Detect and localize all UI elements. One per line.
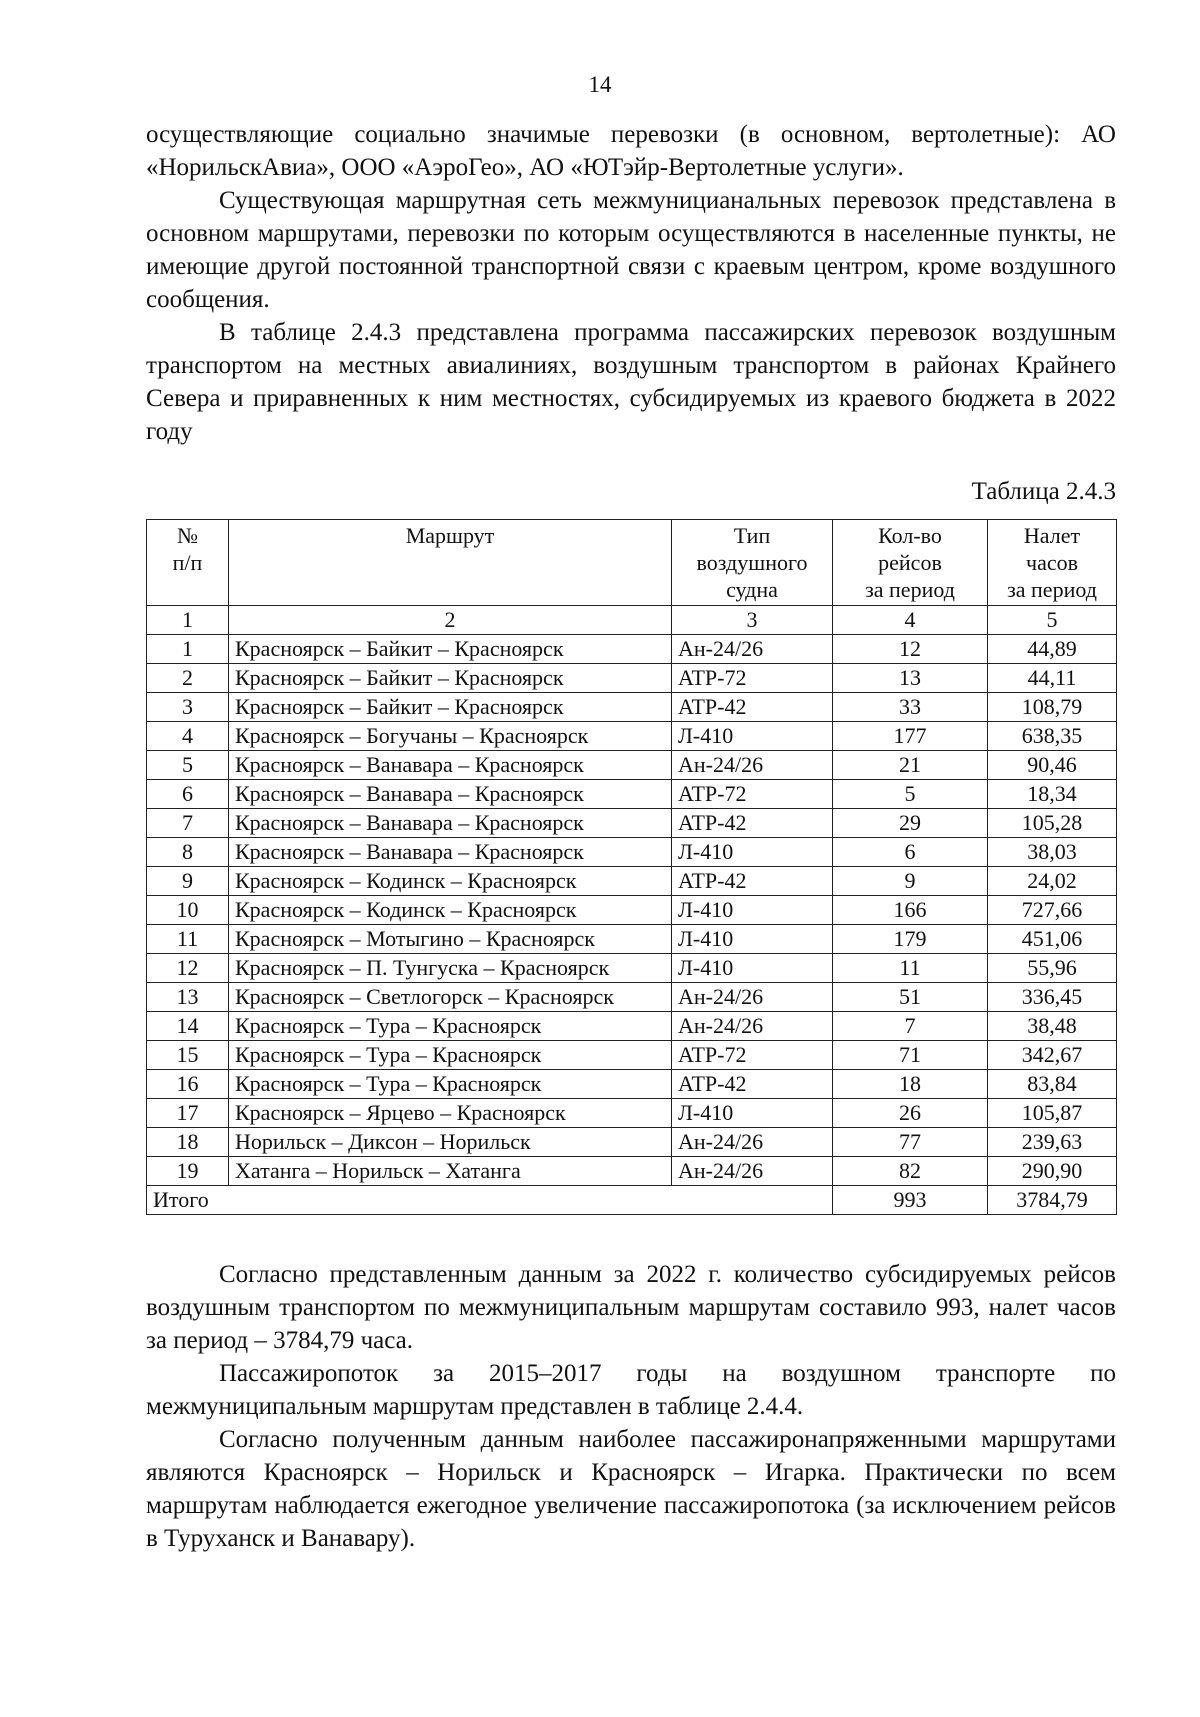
intro-paragraph-1: осуществляющие социально значимые перевозки (в основном, вертолетные): АО «НорильскАвиа», ООО «АэроГео», АО «ЮТэйр-Вертолетные услуги». <box>146 121 1116 181</box>
table-header-row <box>147 520 1117 606</box>
aircraft-type-cell: Л-410 <box>672 1099 833 1128</box>
column-number: 4 <box>833 606 988 635</box>
route-cell: Красноярск – Богучаны – Красноярск <box>229 722 672 751</box>
table-row <box>147 1041 1117 1070</box>
row-number: 1 <box>147 635 229 664</box>
flights-cell: 77 <box>833 1128 988 1157</box>
row-number: 12 <box>147 954 229 983</box>
flight-hours-cell: 290,90 <box>988 1157 1117 1186</box>
aircraft-type-cell: ATP-72 <box>672 664 833 693</box>
header-hours-line-1: Налет <box>1023 523 1081 548</box>
route-cell: Красноярск – П. Тунгуска – Красноярск <box>229 954 672 983</box>
flights-cell: 12 <box>833 635 988 664</box>
column-number: 1 <box>147 606 229 635</box>
header-type-line-2: воздушного <box>696 550 808 575</box>
flights-cell: 179 <box>833 925 988 954</box>
route-cell: Хатанга – Норильск – Хатанга <box>229 1157 672 1186</box>
route-cell: Красноярск – Байкит – Красноярск <box>229 635 672 664</box>
flights-cell: 21 <box>833 751 988 780</box>
header-number-line-1: № <box>177 523 198 548</box>
intro-paragraph-3: В таблице 2.4.3 представлена программа пассажирских перевозок воздушным транспортом на местных авиалиниях, воздушным транспортом в районах Крайнего Севера и приравненных к ним местностях, субсидируемых из краевого бюджета в 2022 году <box>146 319 1116 445</box>
flights-cell: 29 <box>833 809 988 838</box>
aircraft-type-cell: ATP-42 <box>672 693 833 722</box>
header-type-line-1: Тип <box>733 523 771 548</box>
table-row <box>147 1070 1117 1099</box>
aircraft-type-cell: Ан-24/26 <box>672 635 833 664</box>
row-number: 16 <box>147 1070 229 1099</box>
column-number: 5 <box>988 606 1117 635</box>
total-hours: 3784,79 <box>988 1186 1117 1215</box>
header-number-line-2: п/п <box>172 550 203 575</box>
route-cell: Красноярск – Ванавара – Красноярск <box>229 809 672 838</box>
intro-text <box>146 118 1116 448</box>
header-route-label: Маршрут <box>405 523 495 548</box>
aircraft-type-cell: Л-410 <box>672 925 833 954</box>
route-cell: Красноярск – Байкит – Красноярск <box>229 693 672 722</box>
flight-hours-cell: 342,67 <box>988 1041 1117 1070</box>
intro-paragraph-2: Существующая маршрутная сеть межмуницианальных перевозок представлена в основном маршрутами, перевозки по которым осуществляются в населенные пункты, не имеющие другой постоянной транспортной связи с краевым центром, кроме воздушного сообщения. <box>146 187 1116 313</box>
aircraft-type-cell: ATP-72 <box>672 1041 833 1070</box>
aircraft-type-cell: ATP-42 <box>672 867 833 896</box>
flight-hours-cell: 105,28 <box>988 809 1117 838</box>
flights-cell: 33 <box>833 693 988 722</box>
outro-paragraph-1: Согласно представленным данным за 2022 г. количество субсидируемых рейсов воздушным транспортом по межмуниципальным маршрутам составило 993, налет часов за период – 3784,79 часа. <box>146 1261 1116 1354</box>
flight-hours-cell: 727,66 <box>988 896 1117 925</box>
aircraft-type-cell: Ан-24/26 <box>672 751 833 780</box>
flight-hours-cell: 44,89 <box>988 635 1117 664</box>
row-number: 6 <box>147 780 229 809</box>
flights-cell: 7 <box>833 1012 988 1041</box>
flight-hours-cell: 239,63 <box>988 1128 1117 1157</box>
header-type-line-3: судна <box>726 577 778 602</box>
table-row <box>147 925 1117 954</box>
total-label: Итого <box>147 1186 833 1215</box>
row-number: 10 <box>147 896 229 925</box>
flight-hours-cell: 38,03 <box>988 838 1117 867</box>
aircraft-type-cell: Ан-24/26 <box>672 1157 833 1186</box>
outro-paragraph-3: Согласно полученным данным наиболее пассажиронапряженными маршрутами являются Красноярск – Норильск и Красноярск – Игарка. Практически по всем маршрутам наблюдается ежегодное увеличение пассажиропотока (за исключением рейсов в Туруханск и Ванавару). <box>146 1426 1116 1552</box>
flight-hours-cell: 451,06 <box>988 925 1117 954</box>
column-number: 3 <box>672 606 833 635</box>
row-number: 18 <box>147 1128 229 1157</box>
aircraft-type-cell: Л-410 <box>672 896 833 925</box>
route-cell: Красноярск – Байкит – Красноярск <box>229 664 672 693</box>
flight-hours-cell: 105,87 <box>988 1099 1117 1128</box>
flights-cell: 26 <box>833 1099 988 1128</box>
routes-table <box>146 519 1117 1215</box>
table-row <box>147 896 1117 925</box>
table-row <box>147 1157 1117 1186</box>
aircraft-type-cell: ATP-72 <box>672 780 833 809</box>
flight-hours-cell: 44,11 <box>988 664 1117 693</box>
flights-cell: 6 <box>833 838 988 867</box>
header-hours-line-2: часов <box>1026 550 1078 575</box>
row-number: 9 <box>147 867 229 896</box>
route-cell: Красноярск – Тура – Красноярск <box>229 1012 672 1041</box>
row-number: 5 <box>147 751 229 780</box>
aircraft-type-cell: Ан-24/26 <box>672 983 833 1012</box>
route-cell: Красноярск – Ванавара – Красноярск <box>229 838 672 867</box>
flight-hours-cell: 336,45 <box>988 983 1117 1012</box>
total-row <box>147 1186 1117 1215</box>
row-number: 19 <box>147 1157 229 1186</box>
flight-hours-cell: 38,48 <box>988 1012 1117 1041</box>
route-cell: Норильск – Диксон – Норильск <box>229 1128 672 1157</box>
header-flights <box>833 520 988 606</box>
flights-cell: 11 <box>833 954 988 983</box>
route-cell: Красноярск – Мотыгино – Красноярск <box>229 925 672 954</box>
outro-paragraph-2: Пассажиропоток за 2015–2017 годы на воздушном транспорте по межмуниципальным маршрутам представлен в таблице 2.4.4. <box>146 1360 1116 1420</box>
table-row <box>147 693 1117 722</box>
table-row <box>147 838 1117 867</box>
table-row <box>147 664 1117 693</box>
header-hours-line-3: за период <box>1007 577 1097 602</box>
table-row <box>147 1099 1117 1128</box>
table-row <box>147 635 1117 664</box>
flight-hours-cell: 108,79 <box>988 693 1117 722</box>
header-flights-line-1: Кол-во <box>878 523 942 548</box>
row-number: 3 <box>147 693 229 722</box>
flights-cell: 82 <box>833 1157 988 1186</box>
table-row <box>147 983 1117 1012</box>
flight-hours-cell: 24,02 <box>988 867 1117 896</box>
flight-hours-cell: 638,35 <box>988 722 1117 751</box>
header-flights-line-2: рейсов <box>878 550 942 575</box>
table-row <box>147 722 1117 751</box>
page-number: 14 <box>588 72 612 97</box>
outro-text <box>146 1258 1116 1555</box>
row-number: 7 <box>147 809 229 838</box>
table-caption: Таблица 2.4.3 <box>971 478 1116 505</box>
total-flights: 993 <box>833 1186 988 1215</box>
route-cell: Красноярск – Тура – Красноярск <box>229 1070 672 1099</box>
aircraft-type-cell: Л-410 <box>672 838 833 867</box>
row-number: 17 <box>147 1099 229 1128</box>
flight-hours-cell: 83,84 <box>988 1070 1117 1099</box>
header-route <box>229 520 672 606</box>
aircraft-type-cell: ATP-42 <box>672 809 833 838</box>
route-cell: Красноярск – Кодинск – Красноярск <box>229 867 672 896</box>
header-flights-line-3: за период <box>865 577 955 602</box>
route-cell: Красноярск – Ванавара – Красноярск <box>229 751 672 780</box>
row-number: 13 <box>147 983 229 1012</box>
row-number: 4 <box>147 722 229 751</box>
flights-cell: 18 <box>833 1070 988 1099</box>
route-cell: Красноярск – Кодинск – Красноярск <box>229 896 672 925</box>
flights-cell: 5 <box>833 780 988 809</box>
route-cell: Красноярск – Ярцево – Красноярск <box>229 1099 672 1128</box>
flight-hours-cell: 55,96 <box>988 954 1117 983</box>
aircraft-type-cell: Л-410 <box>672 722 833 751</box>
route-cell: Красноярск – Ванавара – Красноярск <box>229 780 672 809</box>
aircraft-type-cell: Л-410 <box>672 954 833 983</box>
aircraft-type-cell: Ан-24/26 <box>672 1012 833 1041</box>
aircraft-type-cell: Ан-24/26 <box>672 1128 833 1157</box>
header-flight-hours <box>988 520 1117 606</box>
flights-cell: 71 <box>833 1041 988 1070</box>
table-row <box>147 867 1117 896</box>
table-row <box>147 954 1117 983</box>
table-row <box>147 751 1117 780</box>
flights-cell: 13 <box>833 664 988 693</box>
table-row <box>147 1012 1117 1041</box>
flights-cell: 177 <box>833 722 988 751</box>
route-cell: Красноярск – Светлогорск – Красноярск <box>229 983 672 1012</box>
flights-cell: 51 <box>833 983 988 1012</box>
row-number: 14 <box>147 1012 229 1041</box>
row-number: 2 <box>147 664 229 693</box>
flight-hours-cell: 90,46 <box>988 751 1117 780</box>
route-cell: Красноярск – Тура – Красноярск <box>229 1041 672 1070</box>
flights-cell: 9 <box>833 867 988 896</box>
header-aircraft-type <box>672 520 833 606</box>
header-number <box>147 520 229 606</box>
row-number: 15 <box>147 1041 229 1070</box>
flight-hours-cell: 18,34 <box>988 780 1117 809</box>
column-number: 2 <box>229 606 672 635</box>
column-number-row <box>147 606 1117 635</box>
aircraft-type-cell: ATP-42 <box>672 1070 833 1099</box>
row-number: 11 <box>147 925 229 954</box>
table-row <box>147 1128 1117 1157</box>
flights-cell: 166 <box>833 896 988 925</box>
table-row <box>147 809 1117 838</box>
table-row <box>147 780 1117 809</box>
row-number: 8 <box>147 838 229 867</box>
